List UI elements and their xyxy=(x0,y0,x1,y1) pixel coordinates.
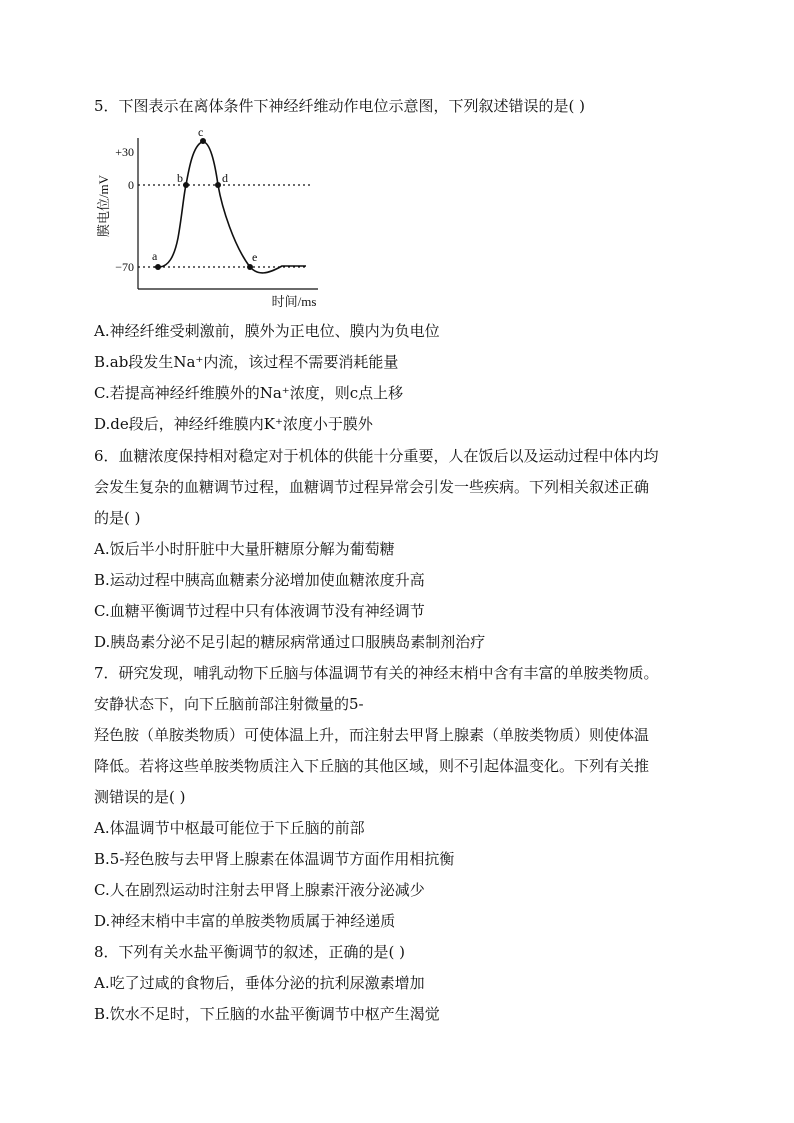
q6-stem-line-1: 6．血糖浓度保持相对稳定对于机体的供能十分重要，人在饭后以及运动过程中体内均 xyxy=(94,447,659,465)
q6-option-c: C.血糖平衡调节过程中只有体液调节没有神经调节 xyxy=(94,602,425,620)
q5-option-b: B.ab段发生Na⁺内流，该过程不需要消耗能量 xyxy=(94,353,399,371)
q6-option-d: D.胰岛素分泌不足引起的糖尿病常通过口服胰岛素制剂治疗 xyxy=(94,633,486,651)
q7-option-b: B.5-羟色胺与去甲肾上腺素在体温调节方面作用相抗衡 xyxy=(94,850,455,868)
point-d-label: d xyxy=(222,171,228,185)
question-5-stem: 5．下图表示在离体条件下神经纤维动作电位示意图，下列叙述错误的是( ) xyxy=(94,97,586,115)
q5-option-a: A.神经纤维受刺激前，膜外为正电位、膜内为负电位 xyxy=(94,322,440,340)
point-a xyxy=(155,264,161,270)
tick-minus70: −70 xyxy=(115,260,134,274)
action-potential-figure xyxy=(94,126,334,311)
q5-option-c: C.若提高神经纤维膜外的Na⁺浓度，则c点上移 xyxy=(94,384,404,402)
q7-option-a: A.体温调节中枢最可能位于下丘脑的前部 xyxy=(94,819,365,837)
point-e-label: e xyxy=(252,250,258,264)
x-axis-label: 时间/ms xyxy=(271,294,317,309)
question-8-stem: 8．下列有关水盐平衡调节的叙述，正确的是( ) xyxy=(94,943,406,961)
q6-stem-line-2: 会发生复杂的血糖调节过程，血糖调节过程异常会引发一些疾病。下列相关叙述正确 xyxy=(94,478,650,496)
q6-option-a: A.饭后半小时肝脏中大量肝糖原分解为葡萄糖 xyxy=(94,540,395,558)
q8-option-a: A.吃了过咸的食物后，垂体分泌的抗利尿激素增加 xyxy=(94,974,425,992)
q7-option-c: C.人在剧烈运动时注射去甲肾上腺素汗液分泌减少 xyxy=(94,881,425,899)
q6-stem-line-3: 的是( ) xyxy=(94,509,141,527)
point-a-label: a xyxy=(152,249,158,263)
tick-zero: 0 xyxy=(128,178,134,192)
q7-option-d: D.神经末梢中丰富的单胺类物质属于神经递质 xyxy=(94,912,396,930)
point-b xyxy=(183,182,189,188)
point-e xyxy=(247,264,253,270)
point-b-label: b xyxy=(177,171,183,185)
tick-plus30: +30 xyxy=(115,145,134,159)
q7-stem-line-3: 羟色胺（单胺类物质）可使体温上升，而注射去甲肾上腺素（单胺类物质）则使体温 xyxy=(94,726,650,744)
y-axis-label: 膜电位/mV xyxy=(96,174,111,238)
q6-option-b: B.运动过程中胰高血糖素分泌增加使血糖浓度升高 xyxy=(94,571,425,589)
q7-stem-line-2: 安静状态下，向下丘脑前部注射微量的5- xyxy=(94,695,364,713)
action-potential-curve xyxy=(154,142,306,273)
point-c-label: c xyxy=(198,126,204,139)
q8-option-b: B.饮水不足时，下丘脑的水盐平衡调节中枢产生渴觉 xyxy=(94,1005,440,1023)
q7-stem-line-4: 降低。若将这些单胺类物质注入下丘脑的其他区域，则不引起体温变化。下列有关推 xyxy=(94,757,650,775)
q7-stem-line-5: 测错误的是( ) xyxy=(94,788,186,806)
q5-option-d: D.de段后，神经纤维膜内K⁺浓度小于膜外 xyxy=(94,415,373,433)
q7-stem-line-1: 7．研究发现，哺乳动物下丘脑与体温调节有关的神经末梢中含有丰富的单胺类物质。 xyxy=(94,664,659,682)
point-d xyxy=(215,182,221,188)
